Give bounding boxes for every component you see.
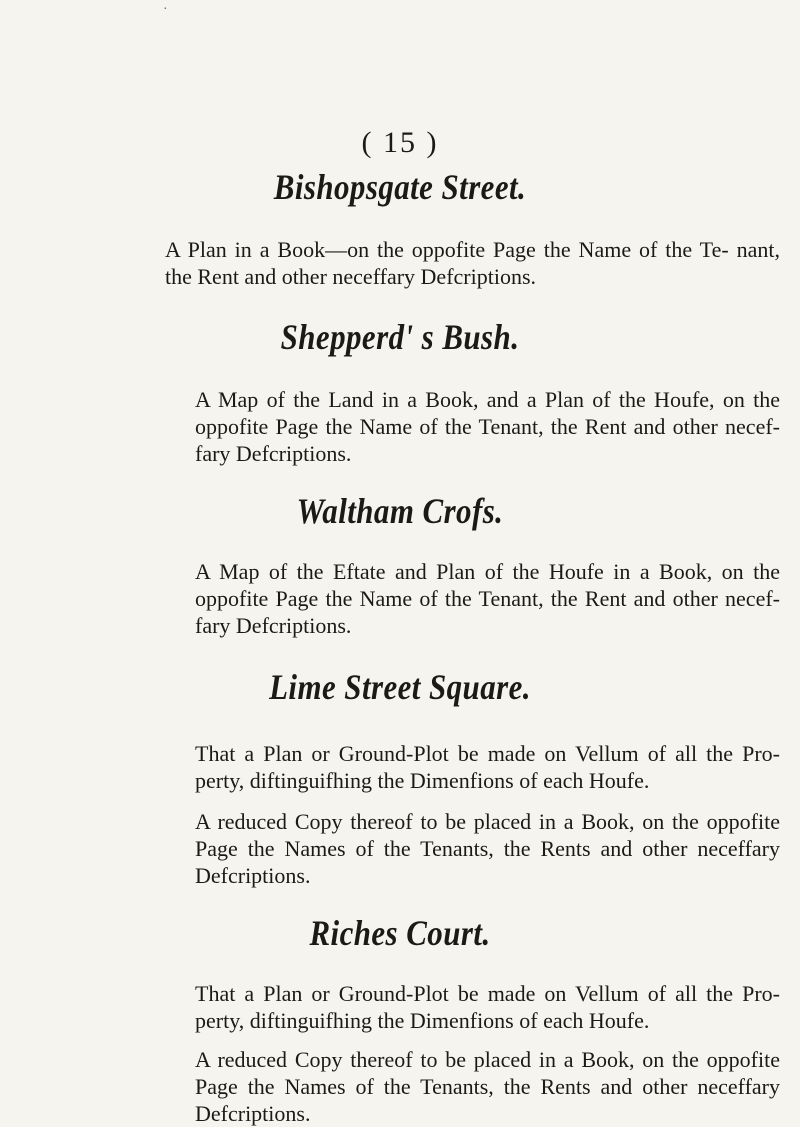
section-heading-lime-street-square: Lime Street Square.	[269, 667, 531, 707]
section-heading-riches-court: Riches Court.	[309, 913, 491, 953]
page-number: ( 15 )	[361, 126, 439, 159]
section-heading-waltham-cross: Waltham Crofs.	[296, 491, 504, 531]
section-heading-shepperds-bush: Shepperd' s Bush.	[280, 317, 520, 357]
section-paragraph: A Map of the Land in a Book, and a Plan of the Houfe, on the oppofite Page the Name of the Tenant, the Rent and other necef- fary Defcriptions.	[195, 387, 780, 466]
section-paragraph: A reduced Copy thereof to be placed in a Book, on the oppofite Page the Names of the Tenants, the Rents and other neceffary Defcriptions.	[195, 809, 780, 888]
margin-speck: ·	[163, 2, 168, 17]
section-paragraph: That a Plan or Ground-Plot be made on Vellum of all the Pro- perty, diftinguifhing the Dimenfions of each Houfe.	[195, 981, 780, 1033]
section-paragraph: A reduced Copy thereof to be placed in a Book, on the oppofite Page the Names of the Tenants, the Rents and other neceffary Defcriptions.	[195, 1047, 780, 1126]
section-paragraph: That a Plan or Ground-Plot be made on Vellum of all the Pro- perty, diftinguifhing the Dimenfions of each Houfe.	[195, 741, 780, 793]
section-paragraph: A Plan in a Book—on the oppofite Page the Name of the Te- nant, the Rent and other neceffary Defcriptions.	[165, 237, 780, 289]
section-heading-bishopsgate: Bishopsgate Street.	[273, 167, 527, 207]
section-paragraph: A Map of the Eftate and Plan of the Houfe in a Book, on the oppofite Page the Name of the Tenant, the Rent and other necef- fary Defcriptions.	[195, 559, 780, 638]
